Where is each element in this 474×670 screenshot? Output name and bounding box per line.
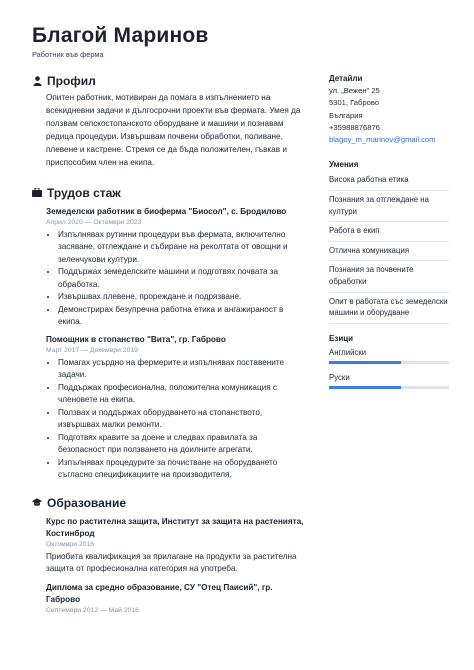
job-bullet: • Ползвах и поддържах оборудването на стопанството, извършвах малки ремонти. <box>58 407 304 432</box>
job-bullets <box>32 357 304 482</box>
job-bullet: • Помагах усърдно на фермерите и изпълнявах поставените задачи. <box>58 357 304 382</box>
education-title-line: Курс по растителна защита, Институт за защита на растенията, Костинброд <box>46 516 304 538</box>
education-title-line: Диплома за средно образование, СУ "Отец Паисий", гр. Габрово <box>46 582 273 604</box>
language-level-bar <box>329 361 449 364</box>
skill-item: Познания за почвените обработки <box>329 261 449 292</box>
experience-section <box>32 186 304 482</box>
languages-section <box>329 334 449 389</box>
education-heading <box>32 496 304 510</box>
skill-item: Опит в работата със земеделски машини и оборудване <box>329 293 449 324</box>
experience-title: Трудов стаж <box>47 185 121 200</box>
profile-text: Опитен работник, мотивиран да помага в изпълнението на всекидневни задачи и дългосрочни проекти във фермата. Умея да ползвам селскостопанското оборудване и машини и познавам редица процедури. Извършвам почвени обработки, поливане, плевене и кастрене. Стремя се да бъда положителен, гъвкав и приспособим член на екипа. <box>46 93 301 168</box>
main-column <box>32 74 304 616</box>
education-entry <box>32 582 304 616</box>
language-level-fill <box>329 361 401 364</box>
job-entry <box>32 206 304 329</box>
phone: +35988876876 <box>329 122 380 132</box>
job-dates: Март 2017 — Декември 2019 <box>46 346 138 354</box>
job-bullet: • Подготвях кравите за доене и следвах правилата за безопасност при ползването на доилните агрегати. <box>58 432 304 457</box>
graduation-cap-icon <box>32 498 42 508</box>
job-bullets <box>32 229 304 329</box>
skill-item: Работа в екип <box>329 222 449 242</box>
address-line-2: 5301, Габрово <box>329 98 379 108</box>
experience-heading <box>32 186 304 200</box>
job-bullet: • Извършвах плевене, прореждане и подрязване. <box>58 291 304 304</box>
job-entry <box>32 334 304 482</box>
profile-heading <box>32 74 304 88</box>
job-title: Помощник в стопанство "Вита", гр. Габрово <box>46 334 226 344</box>
job-dates: Април 2020 — Октомври 2023 <box>46 218 142 226</box>
education-entry <box>32 516 304 576</box>
job-bullet: • Изпълнявах рутинни процедури във фермата, включително засяване, отглеждане и събиране на реколтата от овощни и зеленчукови култури. <box>58 229 304 267</box>
job-bullet: • Изпълнявах процедурите за почистване на оборудването съгласно спецификациите на производителя. <box>58 457 304 482</box>
job-bullet: • Поддържах професионална, положителна комуникация с членовете на екипа. <box>58 382 304 407</box>
education-dates: Октомври 2016 <box>46 540 95 548</box>
language-name: Руски <box>329 372 350 382</box>
candidate-name: Благой Маринов <box>32 24 209 47</box>
skill-item: Отлична комуникация <box>329 242 449 262</box>
skills-section <box>329 160 449 323</box>
country: България <box>329 110 363 120</box>
job-subtitle: Работник във ферма <box>32 50 104 59</box>
language-level-bar <box>329 386 449 389</box>
person-icon <box>32 76 42 86</box>
education-section <box>32 496 304 616</box>
profile-section <box>32 74 304 170</box>
skill-item: Познания за отглеждане на култури <box>329 191 449 222</box>
languages-heading: Езици <box>329 333 354 343</box>
job-bullet: • Демонстрирах безупречна работна етика и ангажираност в екипа. <box>58 304 304 329</box>
language-name: Английски <box>329 347 367 357</box>
details-heading: Детайли <box>329 74 363 83</box>
skills-heading: Умения <box>329 160 359 170</box>
profile-title: Профил <box>47 74 96 88</box>
job-title: Земеделски работник в биоферма "Биосол", с. Бродилово <box>46 206 287 216</box>
sidebar <box>329 74 449 389</box>
education-text: Приобита квалификация за прилагане на продукти за растителна защита от професионална категория на употреба. <box>46 551 297 574</box>
education-title: Образование <box>47 495 127 510</box>
language-level-fill <box>329 386 401 389</box>
details-section <box>329 74 449 146</box>
education-dates: Септември 2012 — Май 2016 <box>46 606 139 614</box>
job-bullet: • Поддържах земеделските машини и подготвях почвата за обработка. <box>58 266 304 291</box>
skill-item: Висока работна етика <box>329 171 449 191</box>
email-link[interactable]: blagoy_m_marinov@gmail.com <box>329 135 436 145</box>
briefcase-icon <box>32 188 42 198</box>
address-line-1: ул. „Вежен" 25 <box>329 86 380 95</box>
